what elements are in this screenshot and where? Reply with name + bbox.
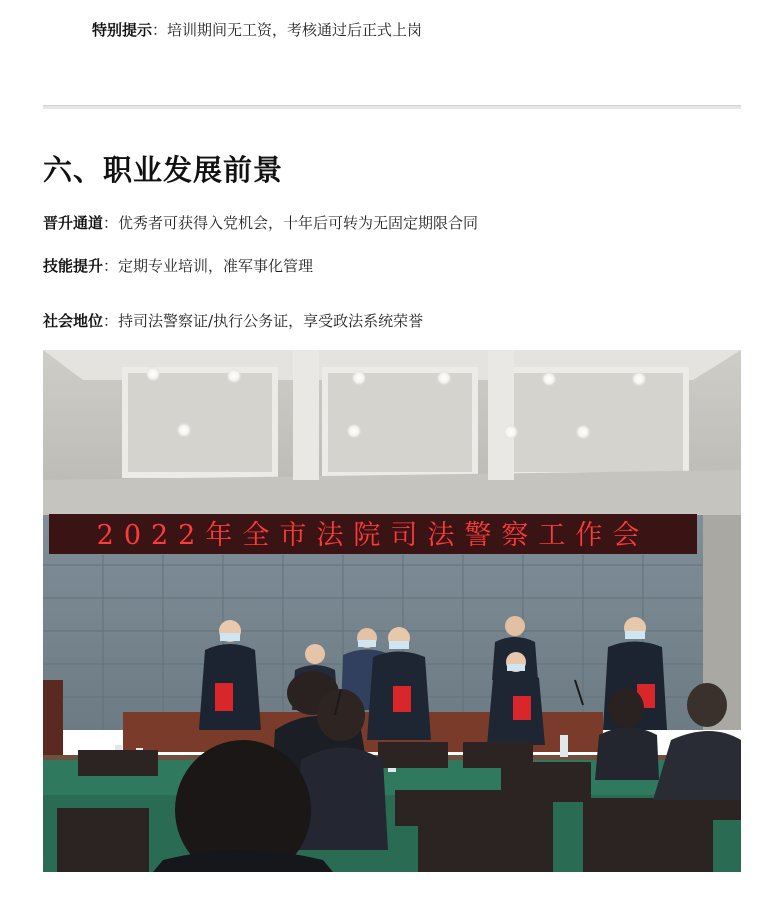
- skill-item: 技能提升：定期专业培训，准军事化管理: [43, 257, 314, 275]
- social-status-label: 社会地位: [43, 312, 104, 330]
- social-status-text: 持司法警察证/执行公务证，享受政法系统荣誉: [118, 312, 424, 330]
- section-divider: [43, 105, 741, 109]
- conference-photo: [43, 350, 741, 872]
- special-tip-text: 培训期间无工资，考核通过后正式上岗: [167, 21, 423, 39]
- banner-text: 2022年全市法院司法警察工作会: [96, 520, 650, 551]
- promotion-label: 晋升通道: [43, 214, 104, 232]
- promotion-text: 优秀者可获得入党机会，十年后可转为无固定期限合同: [118, 214, 479, 232]
- special-tip: 特别提示：培训期间无工资，考核通过后正式上岗: [92, 21, 423, 39]
- led-banner: [49, 514, 697, 554]
- special-tip-label: 特别提示: [92, 21, 153, 39]
- social-status-item: 社会地位：持司法警察证/执行公务证，享受政法系统荣誉: [43, 312, 424, 330]
- skill-text: 定期专业培训，准军事化管理: [118, 257, 314, 275]
- promotion-item: 晋升通道：优秀者可获得入党机会，十年后可转为无固定期限合同: [43, 214, 479, 232]
- section-heading: 六、职业发展前景: [43, 153, 284, 187]
- skill-label: 技能提升: [43, 257, 104, 275]
